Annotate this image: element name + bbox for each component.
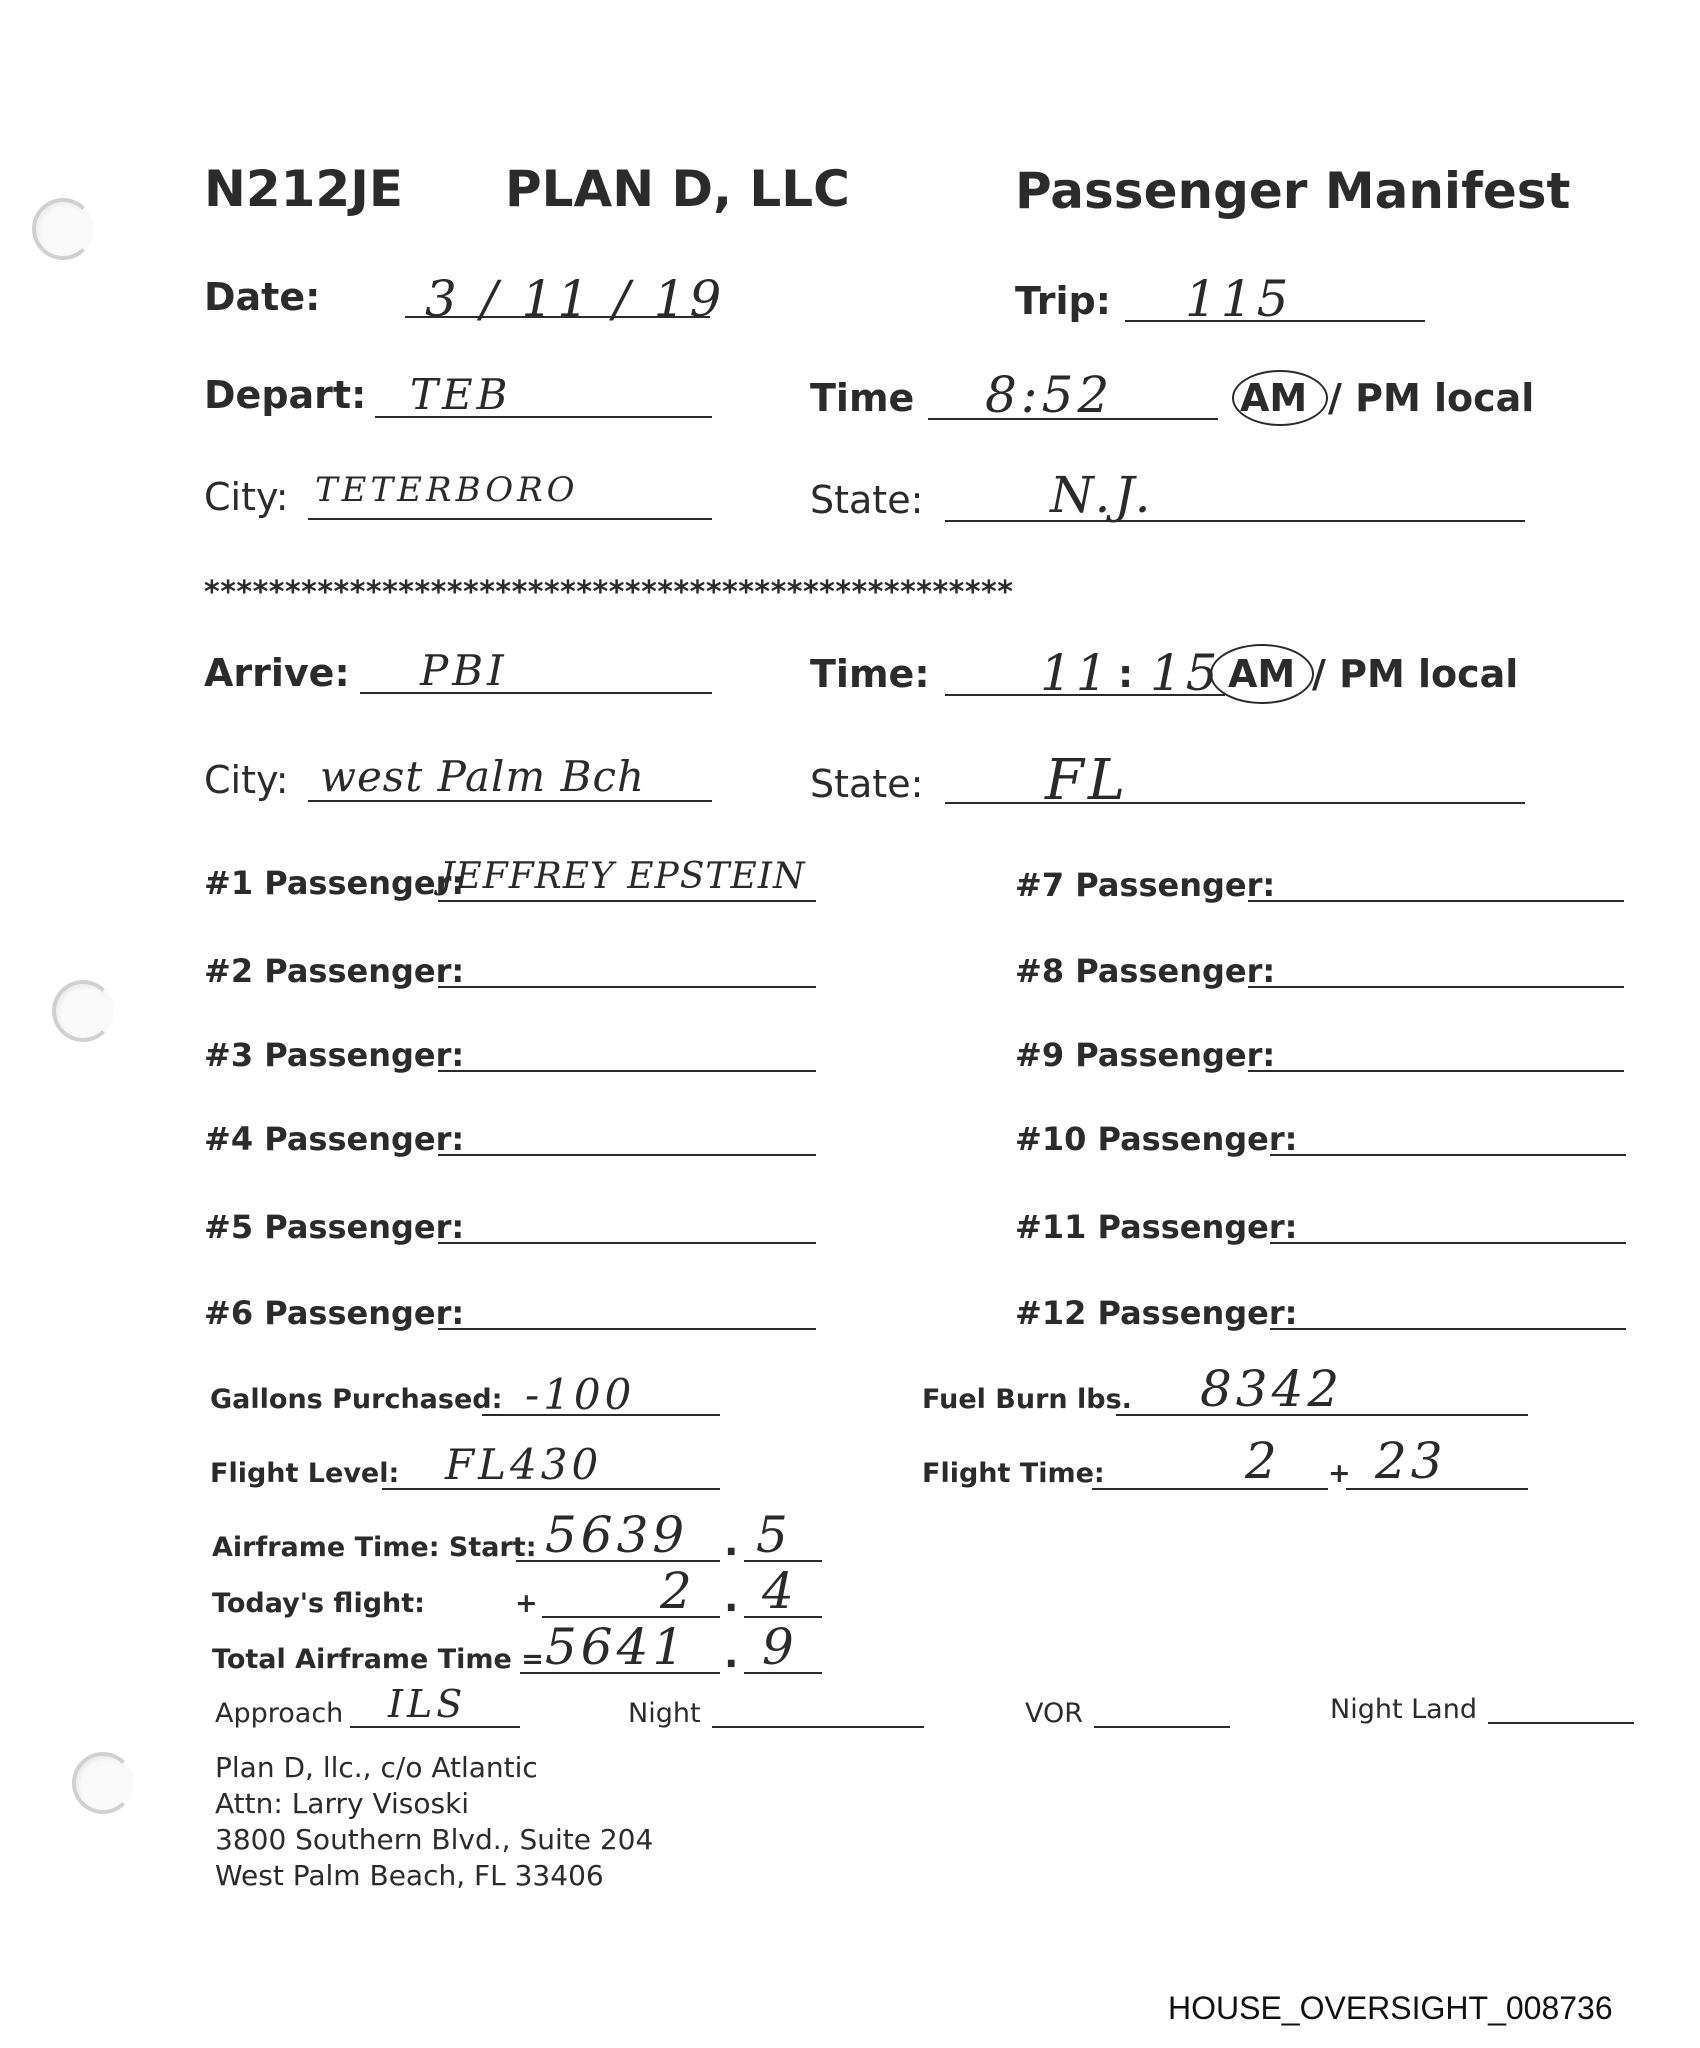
airframe-start-whole: 5639 (545, 1506, 689, 1564)
passenger-12-label: #12 Passenger: (1015, 1294, 1298, 1332)
todays-flight-plus: + (515, 1588, 538, 1619)
depart-time-value: 8:52 (985, 366, 1114, 424)
passenger-10-label: #10 Passenger: (1015, 1120, 1298, 1158)
todays-flight-tenth: 4 (762, 1562, 798, 1620)
passenger-2-label: #2 Passenger: (204, 952, 465, 990)
approach-label: Approach (215, 1698, 344, 1729)
passenger-12-line (1270, 1328, 1626, 1330)
arrive-state-line (945, 802, 1525, 804)
night-label: Night (628, 1698, 701, 1729)
punch-hole-middle (52, 980, 114, 1042)
airframe-start-tenth: 5 (756, 1506, 792, 1564)
arrive-city-value: west Palm Bch (320, 752, 646, 801)
flight-time-label: Flight Time: (922, 1458, 1105, 1489)
arrive-value: PBI (420, 646, 508, 695)
arrive-state-label: State: (810, 762, 924, 806)
address-line-2: Attn: Larry Visoski (215, 1787, 470, 1820)
tail-number: N212JE (204, 160, 403, 218)
gallons-value: -100 (525, 1370, 636, 1419)
night-line (712, 1726, 924, 1728)
vor-label: VOR (1025, 1698, 1084, 1729)
depart-state-value: N.J. (1050, 466, 1155, 524)
passenger-4-line (438, 1154, 816, 1156)
passenger-4-label: #4 Passenger: (204, 1120, 465, 1158)
passenger-1-value: JEFFREY EPSTEIN (440, 856, 806, 897)
approach-line (350, 1726, 520, 1728)
flight-time-hours: 2 (1245, 1432, 1281, 1490)
passenger-6-line (438, 1328, 816, 1330)
arrive-time-min: 15 (1150, 644, 1222, 702)
passenger-7-line (1248, 900, 1624, 902)
address-line-1: Plan D, llc., c/o Atlantic (215, 1751, 538, 1784)
passenger-10-line (1270, 1154, 1626, 1156)
flight-level-label: Flight Level: (210, 1458, 400, 1489)
passenger-8-label: #8 Passenger: (1015, 952, 1276, 990)
flight-level-value: FL430 (445, 1440, 603, 1489)
todays-flight-whole: 2 (660, 1562, 696, 1620)
total-airframe-whole: 5641 (545, 1618, 689, 1676)
depart-city-label: City: (204, 475, 289, 519)
depart-label: Depart: (204, 373, 367, 417)
arrive-am: AM (1228, 652, 1296, 696)
airframe-start-label: Airframe Time: Start: (212, 1532, 537, 1563)
depart-value: TEB (410, 370, 512, 419)
fuel-burn-label: Fuel Burn lbs. (922, 1384, 1132, 1415)
passenger-11-label: #11 Passenger: (1015, 1208, 1298, 1246)
arrive-label: Arrive: (204, 651, 350, 695)
punch-hole-bottom (72, 1752, 134, 1814)
arrive-time-colon: : (1118, 652, 1134, 696)
passenger-6-label: #6 Passenger: (204, 1294, 465, 1332)
trip-value: 115 (1185, 270, 1293, 328)
arrive-city-label: City: (204, 758, 289, 802)
date-label: Date: (204, 275, 321, 319)
depart-state-label: State: (810, 478, 924, 522)
passenger-11-line (1270, 1242, 1626, 1244)
document-title: Passenger Manifest (1015, 162, 1571, 220)
depart-pm-local: / PM local (1328, 376, 1535, 420)
vor-line (1094, 1726, 1230, 1728)
passenger-8-line (1248, 986, 1624, 988)
total-airframe-label: Total Airframe Time = (212, 1644, 544, 1675)
flight-time-plus: + (1328, 1458, 1351, 1489)
passenger-5-label: #5 Passenger: (204, 1208, 465, 1246)
address-line-4: West Palm Beach, FL 33406 (215, 1859, 604, 1892)
company-name: PLAN D, LLC (505, 160, 850, 218)
passenger-1-line (438, 900, 816, 902)
arrive-time-label: Time: (810, 652, 930, 696)
date-value: 3 / 11 / 19 (425, 270, 726, 328)
address-line-3: 3800 Southern Blvd., Suite 204 (215, 1823, 654, 1856)
passenger-9-line (1248, 1070, 1624, 1072)
passenger-1-label: #1 Passenger: (204, 864, 465, 902)
passenger-3-line (438, 1070, 816, 1072)
passenger-7-label: #7 Passenger: (1015, 866, 1276, 904)
depart-city-value: TETERBORO (315, 470, 579, 510)
arrive-pm-local: / PM local (1312, 652, 1519, 696)
gallons-label: Gallons Purchased: (210, 1384, 503, 1415)
arrive-line (360, 692, 712, 694)
punch-hole-top (32, 198, 94, 260)
depart-state-line (945, 520, 1525, 522)
arrive-time-hour: 11 (1040, 644, 1112, 702)
passenger-9-label: #9 Passenger: (1015, 1036, 1276, 1074)
total-airframe-tenth: 9 (762, 1618, 798, 1676)
passenger-3-label: #3 Passenger: (204, 1036, 465, 1074)
flight-time-minutes: 23 (1375, 1432, 1447, 1490)
todays-flight-dot: . (724, 1576, 739, 1620)
approach-value: ILS (388, 1682, 467, 1726)
fuel-burn-value: 8342 (1200, 1360, 1344, 1418)
bates-number: HOUSE_OVERSIGHT_008736 (1168, 1990, 1613, 2026)
section-separator: ************************************************** (204, 575, 1014, 610)
night-land-line (1488, 1722, 1634, 1724)
arrive-state-value: FL (1045, 748, 1130, 813)
passenger-2-line (438, 986, 816, 988)
flight-time-hours-line (1092, 1488, 1328, 1490)
trip-label: Trip: (1015, 279, 1111, 323)
passenger-5-line (438, 1242, 816, 1244)
depart-time-label: Time (810, 376, 915, 420)
depart-city-line (308, 518, 712, 520)
airframe-start-dot: . (724, 1520, 739, 1564)
depart-am: AM (1240, 376, 1308, 420)
todays-flight-label: Today's flight: (212, 1588, 425, 1619)
night-land-label: Night Land (1330, 1694, 1477, 1725)
total-airframe-dot: . (724, 1632, 739, 1676)
